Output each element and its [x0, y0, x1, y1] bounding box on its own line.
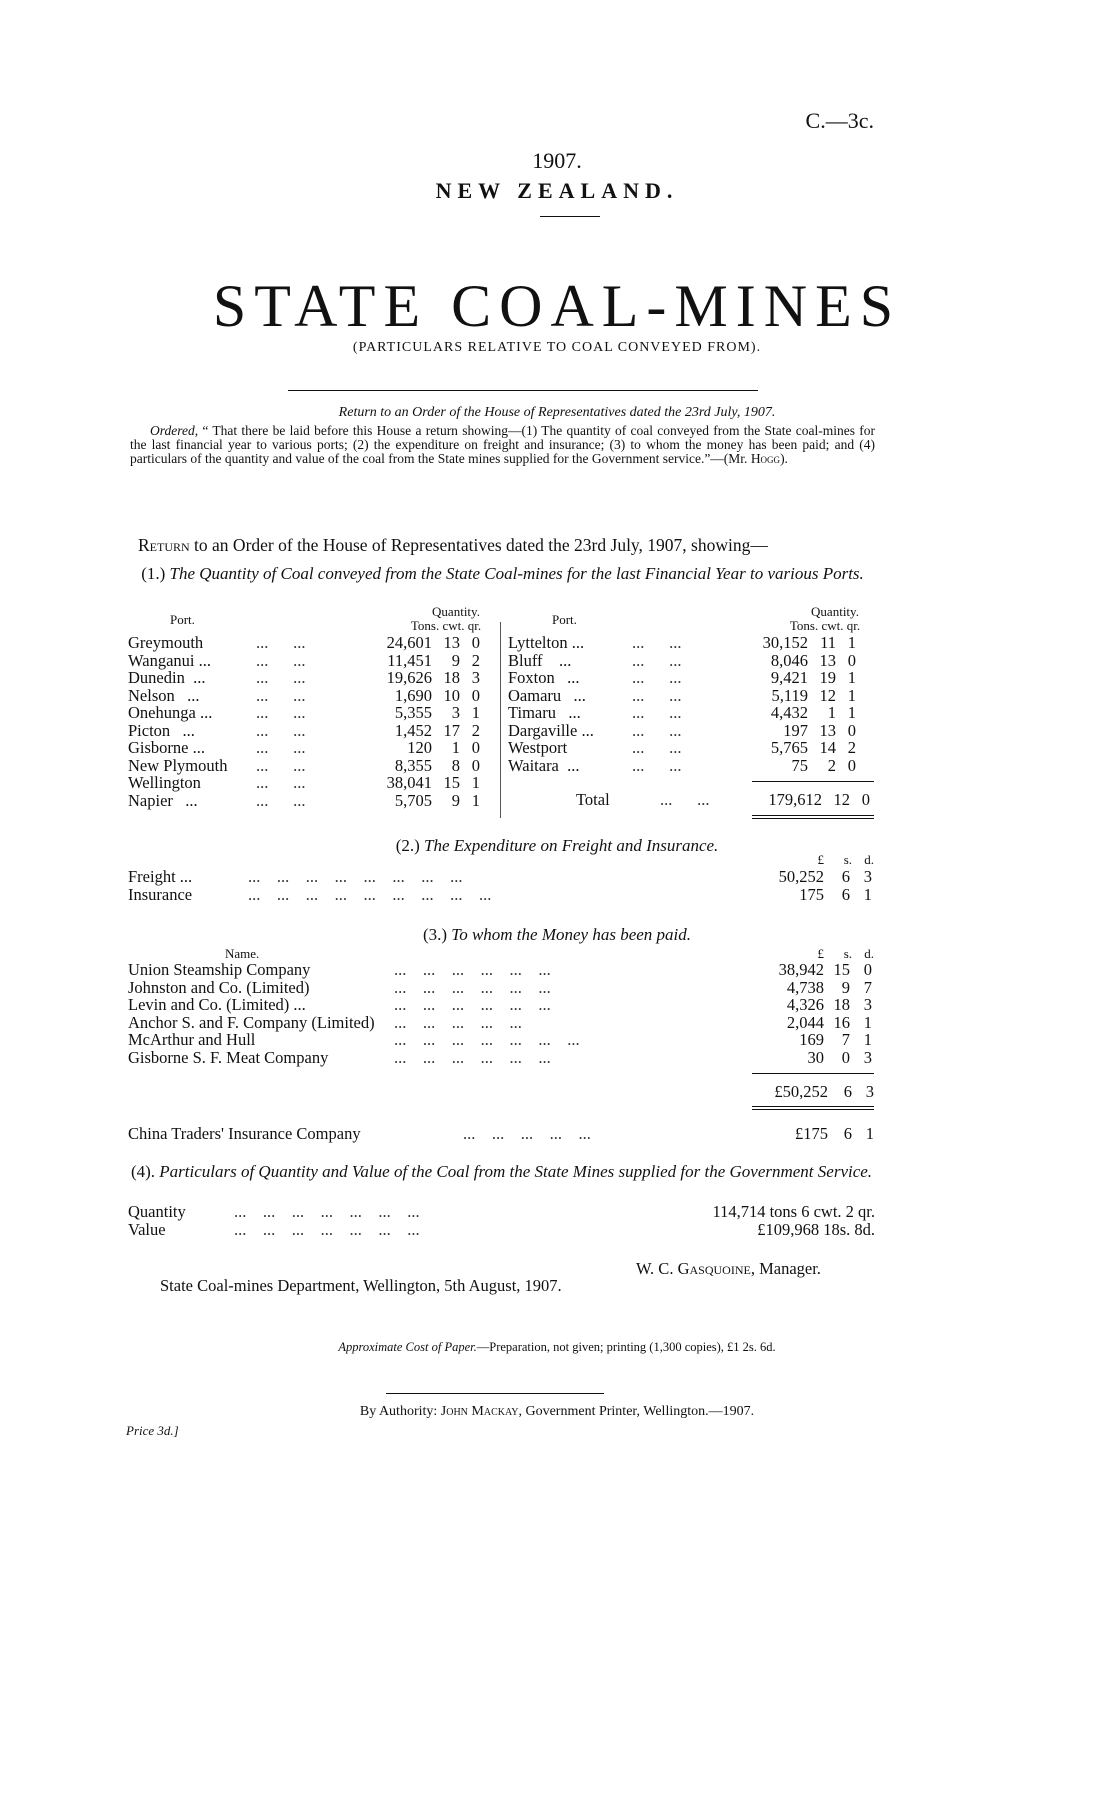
qty-tons: 120	[407, 738, 432, 757]
s2-cur-l: £	[817, 852, 824, 867]
s3-total-s: 6	[843, 1082, 852, 1101]
qty-qr: 1	[847, 685, 856, 705]
qty-tons: 4,432	[770, 703, 808, 722]
s1-col-port-left: Port.	[170, 612, 195, 627]
payee-name: Union Steamship Company	[128, 960, 311, 979]
s3-total-rule	[752, 1073, 874, 1074]
section4-title: Particulars of Quantity and Value of the Coal from the State Mines supplied for the Government Service.	[159, 1162, 873, 1181]
section1-number: (1.)	[141, 564, 166, 583]
s2-currency-header	[770, 852, 875, 868]
table-row	[128, 961, 872, 979]
s1-total-double-rule-b	[752, 818, 874, 819]
leader-dots: ... ...	[256, 790, 306, 810]
port-name: Foxton ...	[508, 668, 580, 687]
qty-qr: 0	[471, 755, 480, 775]
leader-dots: ... ... ... ... ... ...	[394, 1047, 551, 1067]
port-name: Onehunga ...	[128, 703, 213, 722]
order-text: “ That there be laid before this House a return showing—(1) The quantity of coal conveyed from the State coal-mines for the last financial year to various ports; (2) the expenditure on freight and insurance; (3) to whom the money has been paid; and (4) particulars of the quantity and value of the coal from the State mines supplied for the Government service.”—(Mr.	[130, 423, 875, 466]
qty-qr: 1	[471, 703, 480, 722]
port-name: Lyttelton ...	[508, 633, 585, 652]
section1-heading	[130, 564, 875, 583]
qty-tons: 8,046	[770, 650, 808, 670]
table-row	[508, 652, 856, 670]
qty-cwt: 13	[443, 633, 460, 652]
qty-tons: 9,421	[770, 668, 808, 687]
cost-note-text: —Preparation, not given; printing (1,300 copies), £1 2s. 6d.	[476, 1340, 776, 1354]
leader-dots: ... ...	[256, 633, 306, 652]
qty-tons: 197	[783, 720, 808, 740]
particular-value: £109,968 18s. 8d.	[757, 1219, 875, 1239]
table-row	[128, 722, 480, 740]
amount-pounds: 30	[807, 1047, 824, 1067]
qty-cwt: 2	[827, 755, 836, 775]
amount-pounds: 175	[799, 884, 824, 904]
price: Price 3d.]	[126, 1423, 179, 1438]
leader-dots: ... ...	[632, 720, 682, 740]
leader-dots: ... ...	[256, 685, 306, 705]
port-name: Gisborne ...	[128, 738, 205, 757]
leader-dots: ... ...	[632, 685, 682, 705]
table-row	[508, 704, 856, 722]
china-traders-name: China Traders' Insurance Company	[128, 1124, 361, 1143]
table-row	[128, 757, 480, 775]
port-name: Westport	[508, 738, 568, 757]
port-name: Nelson ...	[128, 685, 200, 705]
qty-tons: 30,152	[762, 633, 808, 652]
leader-dots: ... ...	[256, 650, 306, 670]
ordered-label: Ordered,	[150, 423, 199, 438]
qty-qr: 3	[471, 668, 480, 687]
order-mover: Hogg	[750, 451, 781, 466]
table-row	[128, 1031, 872, 1049]
qty-cwt: 8	[451, 755, 460, 775]
qty-cwt: 9	[451, 650, 460, 670]
qty-tons: 5,119	[771, 685, 808, 705]
country: NEW ZEALAND.	[435, 178, 679, 203]
payee-name: Johnston and Co. (Limited)	[128, 977, 310, 997]
port-name: Dargaville ...	[508, 720, 594, 740]
amount-shillings: 9	[841, 977, 850, 997]
s1-total-cwt: 12	[833, 790, 850, 809]
authority-printer: John Mackay	[440, 1404, 519, 1419]
qty-qr: 1	[847, 668, 856, 687]
amount-pounds: 38,942	[778, 960, 824, 979]
qty-cwt: 12	[819, 685, 836, 705]
qty-cwt: 19	[819, 668, 836, 687]
table-row	[128, 996, 872, 1014]
amount-pence: 3	[863, 1047, 872, 1067]
s1-total-dots: ... ...	[660, 790, 710, 809]
leader-dots: ... ... ... ... ... ... ... ... ...	[248, 884, 492, 904]
s1-total-double-rule-a	[752, 815, 874, 816]
port-name: Picton ...	[128, 720, 195, 740]
table-row	[128, 652, 480, 670]
leader-dots: ... ...	[632, 703, 682, 722]
qty-tons: 5,705	[394, 790, 432, 810]
order-paragraph	[130, 424, 875, 466]
amount-pence: 7	[863, 977, 872, 997]
table-row	[128, 1049, 872, 1067]
qty-tons: 38,041	[386, 773, 432, 792]
port-name: Greymouth	[128, 633, 204, 652]
amount-shillings: 6	[841, 867, 850, 886]
amount-pounds: 4,738	[786, 977, 824, 997]
amount-pence: 1	[863, 1012, 872, 1032]
qty-cwt: 15	[443, 773, 460, 792]
header-rule	[540, 216, 600, 217]
s3-total-d: 3	[865, 1082, 874, 1101]
s2-table	[128, 868, 872, 903]
order-heading: Return to an Order of the House of Representatives dated the 23rd July, 1907.	[338, 405, 776, 420]
paper-number: C.—3c.	[805, 108, 874, 133]
table-row	[128, 1014, 872, 1032]
qty-qr: 1	[847, 633, 856, 652]
particular-value: 114,714 tons 6 cwt. 2 qr.	[712, 1202, 875, 1221]
expense-label: Insurance	[128, 884, 193, 904]
qty-cwt: 3	[451, 703, 460, 722]
s3-total	[752, 1082, 874, 1102]
table-row	[508, 687, 856, 705]
qty-tons: 1,452	[394, 720, 432, 740]
port-name: Timaru ...	[508, 703, 581, 722]
payee-name: McArthur and Hull	[128, 1030, 256, 1049]
s2-cur-d: d.	[864, 852, 874, 867]
s1-col-port-right: Port.	[552, 612, 577, 627]
particular-label: Value	[128, 1219, 166, 1239]
year: 1907.	[532, 148, 582, 173]
qty-cwt: 9	[451, 790, 460, 810]
leader-dots: ... ...	[632, 738, 682, 757]
s3-cur-s: s.	[843, 946, 852, 961]
leader-dots: ... ...	[632, 650, 682, 670]
qty-tons: 5,765	[770, 738, 808, 757]
qty-qr: 0	[847, 650, 856, 670]
leader-dots: ... ...	[632, 755, 682, 775]
leader-dots: ... ...	[256, 720, 306, 740]
leader-dots: ... ... ... ... ... ...	[394, 977, 551, 997]
amount-shillings: 16	[833, 1012, 850, 1032]
table-row	[128, 739, 480, 757]
section3-title: To whom the Money has been paid.	[451, 925, 692, 944]
payee-name: Anchor S. and F. Company (Limited)	[128, 1012, 375, 1032]
signature-title: , Manager.	[750, 1259, 821, 1278]
amount-pounds: 169	[799, 1030, 824, 1049]
s3-col-name: Name.	[225, 946, 260, 961]
table-row	[508, 757, 856, 775]
port-name: Waitara ...	[508, 755, 580, 775]
cost-note	[0, 1340, 1114, 1355]
s1-total-tons: 179,612	[768, 790, 822, 809]
s2-cur-s: s.	[843, 852, 852, 867]
section1-title: The Quantity of Coal conveyed from the State Coal-mines for the last Financial Year to various Ports.	[169, 564, 864, 583]
s1-total-qr: 0	[861, 790, 870, 809]
s4-table	[128, 1203, 875, 1238]
table-row	[508, 669, 856, 687]
amount-shillings: 7	[841, 1030, 850, 1049]
table-row	[128, 792, 480, 810]
authority-line	[0, 1404, 1114, 1420]
authority-prefix: By Authority:	[359, 1404, 441, 1419]
s1-col-units-left: Tons. cwt. qr.	[410, 618, 482, 633]
return-lead: Return	[138, 535, 190, 555]
table-row	[508, 722, 856, 740]
table-row	[128, 774, 480, 792]
qty-qr: 0	[847, 720, 856, 740]
s1-left-table	[128, 634, 480, 809]
port-name: Bluff ...	[508, 650, 572, 670]
qty-qr: 1	[471, 790, 480, 810]
qty-qr: 0	[471, 633, 480, 652]
qty-cwt: 11	[820, 633, 836, 652]
cost-note-label: Approximate Cost of Paper.	[338, 1340, 477, 1354]
qty-qr: 1	[847, 703, 856, 722]
leader-dots: ... ... ... ... ... ... ...	[234, 1219, 420, 1239]
leader-dots: ... ...	[256, 773, 306, 792]
qty-tons: 8,355	[394, 755, 432, 775]
particular-label: Quantity	[128, 1202, 186, 1221]
qty-cwt: 14	[819, 738, 836, 757]
port-name: Napier ...	[128, 790, 198, 810]
s3-cur-l: £	[817, 946, 824, 961]
table-row	[508, 739, 856, 757]
amount-shillings: 18	[833, 995, 850, 1014]
s3-double-rule-b	[752, 1109, 874, 1110]
qty-cwt: 13	[819, 650, 836, 670]
amount-pounds: 2,044	[786, 1012, 824, 1032]
table-row	[128, 979, 872, 997]
s3-table	[128, 961, 872, 1066]
return-rest: to an Order of the House of Representatives dated the 23rd July, 1907, showing—	[189, 535, 768, 555]
china-traders-s: 6	[843, 1124, 852, 1143]
leader-dots: ... ...	[632, 668, 682, 687]
section2-heading	[0, 836, 1114, 856]
port-name: Oamaru ...	[508, 685, 586, 705]
qty-tons: 75	[791, 755, 808, 775]
s1-total-values	[760, 790, 870, 810]
section4-number: (4).	[130, 1162, 156, 1181]
return-heading	[138, 535, 768, 556]
qty-cwt: 1	[451, 738, 460, 757]
s1-column-divider	[500, 622, 501, 818]
qty-tons: 19,626	[386, 668, 432, 687]
china-traders-dots: ... ... ... ... ...	[463, 1124, 591, 1143]
qty-tons: 1,690	[394, 685, 432, 705]
leader-dots: ... ...	[256, 703, 306, 722]
subtitle-rule	[288, 390, 758, 391]
payee-name: Gisborne S. F. Meat Company	[128, 1047, 329, 1067]
qty-qr: 0	[471, 738, 480, 757]
port-name: Wanganui ...	[128, 650, 211, 670]
order-end: ).	[780, 451, 788, 466]
qty-qr: 2	[847, 738, 856, 757]
table-row	[128, 886, 872, 904]
leader-dots: ... ... ... ... ...	[394, 1012, 522, 1032]
qty-tons: 11,451	[387, 650, 432, 670]
page-subtitle: (PARTICULARS RELATIVE TO COAL CONVEYED FROM).	[352, 340, 762, 355]
qty-tons: 24,601	[386, 633, 432, 652]
department: State Coal-mines Department, Wellington, 5th August, 1907.	[160, 1276, 562, 1295]
qty-qr: 2	[471, 720, 480, 740]
table-row	[128, 868, 872, 886]
amount-pounds: 4,326	[786, 995, 824, 1014]
table-row	[508, 634, 856, 652]
authority-rule	[386, 1393, 604, 1394]
amount-shillings: 0	[841, 1047, 850, 1067]
expense-label: Freight ...	[128, 867, 193, 886]
leader-dots: ... ...	[632, 633, 682, 652]
qty-qr: 2	[471, 650, 480, 670]
section2-number: (2.)	[395, 836, 420, 855]
china-traders-amount	[752, 1124, 875, 1144]
s3-total-l: £50,252	[774, 1082, 828, 1101]
leader-dots: ... ...	[256, 738, 306, 757]
table-row	[128, 1203, 875, 1221]
amount-pence: 1	[863, 884, 872, 904]
payee-name: Levin and Co. (Limited) ...	[128, 995, 306, 1014]
signature	[636, 1259, 821, 1279]
qty-cwt: 1	[827, 703, 836, 722]
port-name: Dunedin ...	[128, 668, 206, 687]
china-traders-d: 1	[865, 1124, 874, 1143]
amount-pence: 1	[863, 1030, 872, 1049]
s1-right-table	[508, 634, 856, 774]
signature-name: Gasquoine	[677, 1259, 751, 1278]
amount-pence: 3	[863, 867, 872, 886]
table-row	[128, 1221, 875, 1239]
table-row	[128, 634, 480, 652]
amount-shillings: 6	[841, 884, 850, 904]
s1-total-label: Total	[576, 790, 610, 809]
amount-shillings: 15	[833, 960, 850, 979]
s1-col-units-right: Tons. cwt. qr.	[789, 618, 861, 633]
port-name: Wellington	[128, 773, 201, 792]
table-row	[128, 687, 480, 705]
china-traders-l: £175	[795, 1124, 828, 1143]
s1-col-quantity-left: Quantity.	[432, 604, 480, 619]
section4-heading	[128, 1162, 875, 1181]
leader-dots: ... ... ... ... ... ... ...	[394, 1030, 580, 1049]
qty-cwt: 13	[819, 720, 836, 740]
amount-pence: 0	[863, 960, 872, 979]
qty-cwt: 17	[443, 720, 460, 740]
section3-heading	[0, 925, 1114, 945]
s3-cur-d: d.	[864, 946, 874, 961]
leader-dots: ... ... ... ... ... ...	[394, 995, 551, 1014]
qty-qr: 0	[471, 685, 480, 705]
section3-number: (3.)	[422, 925, 448, 944]
leader-dots: ... ...	[256, 668, 306, 687]
amount-pounds: 50,252	[778, 867, 824, 886]
china-traders-row	[128, 1124, 875, 1144]
qty-cwt: 18	[443, 668, 460, 687]
signature-prefix: W. C.	[636, 1259, 678, 1278]
qty-tons: 5,355	[394, 703, 432, 722]
page-title: STATE COAL-MINES	[212, 273, 902, 339]
leader-dots: ... ... ... ... ... ...	[394, 960, 551, 979]
qty-cwt: 10	[443, 685, 460, 705]
leader-dots: ... ... ... ... ... ... ...	[234, 1202, 420, 1221]
s1-col-quantity-right: Quantity.	[811, 604, 859, 619]
section2-title: The Expenditure on Freight and Insurance.	[424, 836, 719, 855]
authority-suffix: , Government Printer, Wellington.—1907.	[518, 1404, 755, 1419]
s1-total-rule	[752, 781, 874, 782]
leader-dots: ... ... ... ... ... ... ... ...	[248, 867, 463, 886]
table-row	[128, 669, 480, 687]
qty-qr: 0	[847, 755, 856, 775]
qty-qr: 1	[471, 773, 480, 792]
leader-dots: ... ...	[256, 755, 306, 775]
table-row	[128, 704, 480, 722]
s3-double-rule-a	[752, 1106, 874, 1107]
amount-pence: 3	[863, 995, 872, 1014]
port-name: New Plymouth	[128, 755, 228, 775]
